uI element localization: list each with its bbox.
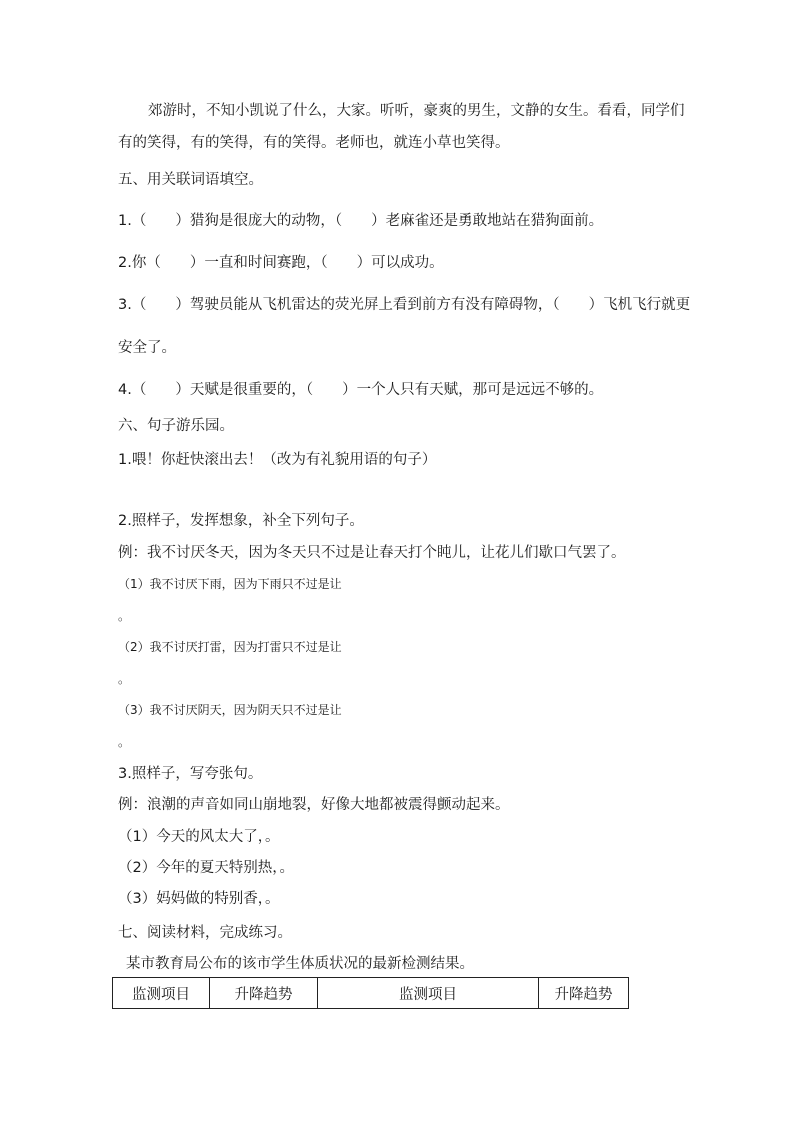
item-6-2-1-end: 。 xyxy=(118,609,131,623)
monitoring-table xyxy=(112,977,629,1009)
question-5-1: 1.（ ）猎狗是很庞大的动物，（ ）老麻雀还是勇敢地站在猎狗面前。 xyxy=(118,213,604,229)
table-header-cell: 升降趋势 xyxy=(539,978,629,1009)
item-6-2-3: （3）我不讨厌阴天，因为阴天只不过是让 xyxy=(118,703,342,717)
item-6-3-3: （3）妈妈做的特别香，。 xyxy=(118,891,280,907)
section-six-heading: 六、句子游乐园。 xyxy=(118,418,234,434)
question-5-3-line-1: 3.（ ）驾驶员能从飞机雷达的荧光屏上看到前方有没有障碍物，（ ）飞机飞行就更 xyxy=(118,297,691,313)
section-five-heading: 五、用关联词语填空。 xyxy=(118,172,263,188)
paragraph-line-1: 郊游时，不知小凯说了什么，大家。听听，豪爽的男生，文静的女生。看看，同学们 xyxy=(148,103,685,119)
section-seven-intro: 某市教育局公布的该市学生体质状况的最新检测结果。 xyxy=(126,956,474,972)
example-6-2: 例：我不讨厌冬天，因为冬天只不过是让春天打个盹儿，让花儿们歇口气罢了。 xyxy=(118,545,626,561)
question-5-2: 2.你（ ）一直和时间赛跑，（ ）可以成功。 xyxy=(118,255,444,271)
question-6-3: 3.照样子，写夸张句。 xyxy=(118,766,263,782)
table-header-cell: 监测项目 xyxy=(318,978,539,1009)
question-6-1: 1.喂！你赶快滚出去！（改为有礼貌用语的句子） xyxy=(118,452,437,468)
item-6-3-2: （2）今年的夏天特别热，。 xyxy=(118,860,294,876)
example-6-3: 例：浪潮的声音如同山崩地裂，好像大地都被震得颤动起来。 xyxy=(118,797,510,813)
item-6-2-1: （1）我不讨厌下雨，因为下雨只不过是让 xyxy=(118,577,342,591)
item-6-3-1: （1）今天的风太大了，。 xyxy=(118,829,280,845)
item-6-2-2: （2）我不讨厌打雷，因为打雷只不过是让 xyxy=(118,640,342,654)
item-6-2-2-end: 。 xyxy=(118,672,131,686)
item-6-2-3-end: 。 xyxy=(118,735,131,749)
question-6-2: 2.照样子，发挥想象，补全下列句子。 xyxy=(118,513,364,529)
question-5-3-line-2: 安全了。 xyxy=(118,340,176,356)
question-5-4: 4.（ ）天赋是很重要的，（ ）一个人只有天赋，那可是远远不够的。 xyxy=(118,382,604,398)
section-seven-heading: 七、阅读材料，完成练习。 xyxy=(118,925,292,941)
paragraph-line-2: 有的笑得，有的笑得，有的笑得。老师也，就连小草也笑得。 xyxy=(118,135,510,151)
table-header-cell: 升降趋势 xyxy=(210,978,318,1009)
table-header-cell: 监测项目 xyxy=(113,978,210,1009)
table-header-row xyxy=(113,978,629,1009)
